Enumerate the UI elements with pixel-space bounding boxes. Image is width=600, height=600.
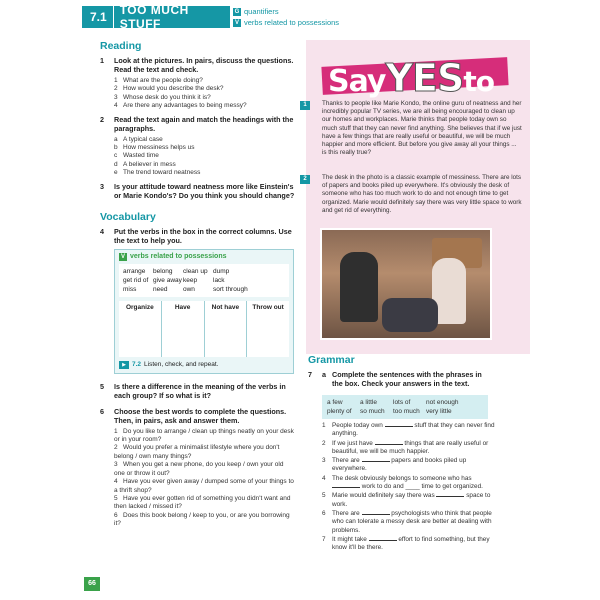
item-key: 3 — [114, 93, 118, 101]
exercise-1 — [100, 56, 296, 74]
item-text: How messiness helps us — [123, 144, 195, 152]
phrase-box — [322, 395, 488, 419]
person-man — [340, 252, 378, 322]
exercise-number: 2 — [100, 114, 104, 124]
audio-prompt[interactable] — [115, 357, 293, 373]
article-paragraph: Thanks to people like Marie Kondo, the online guru of neatness and her incredibly popular TV series, we are all being encouraged to clean up our homes and workplaces. Marie thinks that people today own so much stuff that they can never find anything. She believes that if we just have a few things that are really useful or beautiful, we will be much happier and more efficient. But before you give away all your things ... is this really true? — [322, 100, 522, 157]
item-key: 1 — [322, 422, 326, 429]
item-key: 3 — [322, 457, 326, 465]
item-text: work to do and ____ time to get organized. — [361, 483, 483, 491]
column-have[interactable]: Have — [162, 301, 205, 357]
title-to: to — [463, 65, 494, 98]
exercise-instruction: Choose the best words to complete the questions. Then, in pairs, ask and answer them. — [114, 406, 287, 425]
reading-heading: Reading — [100, 40, 142, 52]
word: dump — [213, 267, 230, 275]
vocabulary-box — [114, 249, 294, 374]
phrase: a few — [327, 399, 343, 406]
item-key: 6 — [322, 509, 326, 517]
item-text: Would you prefer a minimalist lifestyle where you don't belong / own many things? — [114, 444, 280, 460]
exercise-instruction: Read the text again and match the headings with the paragraphs. — [114, 114, 294, 133]
item-key: 6 — [114, 511, 118, 519]
word-row — [123, 285, 285, 294]
item-text: Does this book belong / keep to you, or are you borrowing it? — [114, 511, 290, 528]
exercise-number: 7 — [308, 370, 312, 379]
item-text: Do you like to arrange / clean up things neatly on your desk or in your room? — [114, 427, 294, 444]
item-key: c — [114, 152, 118, 160]
list-item — [114, 478, 296, 495]
item-text: How would you describe the desk? — [123, 85, 224, 93]
item-text: papers and books piled up everywhere. — [332, 457, 467, 473]
item-text: Wasted time — [123, 152, 159, 160]
item-text: What are the people doing? — [123, 77, 203, 84]
list-item — [322, 536, 500, 553]
unit-number: 7.1 — [82, 6, 114, 28]
goal-vocabulary — [233, 17, 339, 28]
item-text: A typical case — [123, 135, 163, 143]
vocabulary-icon: V — [234, 19, 239, 26]
vocabulary-icon: V — [120, 253, 125, 260]
word-row — [123, 276, 285, 285]
item-key: b — [114, 144, 118, 152]
list-item — [322, 422, 500, 439]
title-say: Say — [328, 64, 386, 99]
exercise-instruction: Is your attitude toward neatness more like Einstein's or Marie Kondo's? Do you think you should change? — [114, 181, 295, 200]
word: give away — [153, 276, 182, 284]
audio-icon[interactable]: ▶ — [119, 361, 129, 369]
item-text: When you get a new phone, do you keep / own your old one or throw it out? — [114, 461, 284, 477]
grammar-heading: Grammar — [308, 354, 355, 366]
goal-label: verbs related to possessions — [244, 18, 340, 27]
word-box — [119, 264, 289, 297]
item-text: Have you ever given away / dumped some of your things to a thrift shop? — [114, 478, 294, 494]
exercise-7 — [308, 370, 494, 388]
exercise-number: 4 — [100, 226, 104, 236]
item-key: 3 — [114, 461, 118, 469]
item-key: 2 — [114, 444, 118, 452]
item-text: A believer in mess — [123, 160, 176, 168]
phrase: so much — [360, 408, 385, 415]
item-text: stuff that they can never find anything. — [332, 422, 495, 438]
item-key: 1 — [114, 77, 118, 84]
goal-label: quantifiers — [244, 7, 279, 16]
exercise-instruction: Complete the sentences with the phrases in the box. Check your answers in the text. — [332, 370, 482, 388]
phrase: plenty of — [327, 408, 352, 415]
column-not-have[interactable]: Not have — [205, 301, 248, 357]
list-item — [322, 510, 500, 535]
answer-blank[interactable] — [385, 426, 413, 427]
exercise-instruction: Is there a difference in the meaning of the verbs in each group? If so what is it? — [114, 381, 286, 400]
item-key: d — [114, 160, 118, 168]
list-item — [114, 77, 296, 85]
article-photo — [320, 228, 492, 340]
list-item — [114, 428, 296, 445]
audio-instruction: Listen, check, and repeat. — [144, 361, 219, 369]
grammar-items — [322, 422, 500, 553]
list-item — [114, 444, 296, 461]
item-key: 4 — [322, 474, 326, 482]
list-item — [114, 152, 296, 160]
list-item — [322, 457, 500, 474]
item-text: If we just have — [332, 439, 373, 447]
list-item — [114, 512, 296, 529]
word: miss — [123, 285, 137, 293]
exercise-instruction: Put the verbs in the box in the correct columns. Use the text to help you. — [114, 226, 292, 245]
item-key: 4 — [114, 478, 118, 486]
item-key: 5 — [322, 492, 326, 500]
item-text: Are there any advantages to being messy? — [123, 102, 247, 110]
word: get rid of — [123, 276, 149, 284]
answer-blank[interactable] — [436, 496, 464, 497]
item-text: Have you ever gotten rid of something you didn't want and then lacked / missed it? — [114, 494, 291, 511]
answer-blank[interactable] — [369, 540, 397, 541]
item-key: 7 — [322, 535, 326, 543]
word: sort through — [213, 285, 248, 293]
phrase: not enough — [426, 399, 459, 406]
list-item — [114, 85, 296, 93]
exercise-4 — [100, 227, 296, 245]
phrase: lots of — [393, 399, 411, 406]
exercise-number: 6 — [100, 406, 104, 416]
list-item — [322, 440, 500, 457]
word: clean up — [183, 267, 208, 275]
sorting-columns — [119, 301, 289, 357]
item-key: 2 — [114, 85, 118, 93]
audio-track-number: 7.2 — [132, 361, 142, 369]
exercise-3 — [100, 182, 296, 200]
unit-title: TOO MUCH STUFF — [119, 3, 189, 31]
page-number: 66 — [84, 577, 100, 591]
column-organize[interactable]: Organize — [119, 301, 162, 357]
unit-goals — [233, 6, 339, 28]
item-text: There are — [332, 509, 360, 517]
list-item — [322, 492, 500, 509]
item-key: 2 — [322, 439, 326, 447]
article-title — [328, 56, 494, 100]
paragraph-number: 2 — [300, 175, 310, 184]
item-text: It might take — [332, 535, 367, 543]
grammar-icon: G — [234, 8, 240, 15]
column-throw-out[interactable]: Throw out — [252, 303, 284, 311]
item-key: 4 — [114, 102, 118, 110]
answer-blank[interactable] — [362, 514, 390, 515]
phrase-row — [327, 398, 483, 407]
list-item — [114, 461, 296, 478]
exercise-number: 5 — [100, 381, 104, 391]
word: need — [153, 285, 168, 293]
item-key: 5 — [114, 494, 118, 502]
list-item — [114, 136, 296, 144]
exercise-sub-letter: a — [322, 370, 326, 379]
vocabulary-box-title: verbs related to possessions — [130, 253, 227, 261]
item-text: There are — [332, 457, 360, 465]
word: keep — [183, 276, 198, 284]
bag-pile — [382, 298, 438, 332]
goal-grammar — [233, 6, 339, 17]
left-column — [100, 40, 296, 529]
word-row — [123, 267, 285, 276]
item-key: 1 — [114, 427, 118, 435]
title-yes: YES — [385, 56, 464, 100]
list-item — [114, 102, 296, 110]
answer-blank[interactable] — [332, 487, 360, 488]
vocabulary-heading: Vocabulary — [100, 210, 156, 223]
item-text: effort to find something, but they know it'll be there. — [332, 535, 490, 552]
paragraph-number: 1 — [300, 101, 310, 110]
exercise-5 — [100, 382, 296, 400]
item-key: e — [114, 169, 118, 177]
article-paragraph: The desk in the photo is a classic example of messiness. There are lots of papers and books piled up everywhere. It's obviously the desk of someone who has too much work to do and not enough time to get organized. Marie would definitely say there was very little space to work and get rid of everything. — [322, 174, 522, 214]
unit-badge — [82, 3, 230, 31]
exercise-number: 3 — [100, 181, 104, 191]
item-text: psychologists who think that people who can tolerate a messy desk are better at dealing with problems. — [332, 509, 492, 534]
exercise-2 — [100, 115, 296, 133]
phrase: too much — [393, 408, 420, 415]
word: own — [183, 285, 195, 293]
list-item — [114, 161, 296, 169]
list-item — [114, 169, 296, 177]
vocabulary-box-header — [115, 250, 293, 264]
phrase: a little — [360, 399, 377, 406]
item-text: space to work. — [332, 492, 491, 508]
list-item — [322, 475, 500, 492]
item-text: People today own — [332, 422, 383, 429]
word: arrange — [123, 267, 146, 275]
word: lack — [213, 276, 225, 284]
phrase: very little — [426, 408, 452, 415]
phrase-row — [327, 407, 483, 416]
answer-blank[interactable] — [375, 444, 403, 445]
exercise-number: 1 — [100, 56, 104, 65]
exercise-6 — [100, 407, 296, 425]
item-text: things that are really useful or beautiful, we will be much happier. — [332, 439, 489, 455]
list-item — [114, 495, 296, 512]
word: belong — [153, 267, 173, 275]
list-item — [114, 144, 296, 152]
list-item — [114, 94, 296, 102]
item-text: Whose desk do you think it is? — [123, 93, 211, 101]
item-key: a — [114, 135, 118, 143]
item-text: Marie would definitely say there was — [332, 492, 435, 500]
exercise-instruction: Look at the pictures. In pairs, discuss the questions. Read the text and check. — [114, 56, 294, 74]
answer-blank[interactable] — [362, 461, 390, 462]
item-text: The desk obviously belongs to someone who has — [332, 474, 472, 482]
item-text: The trend toward neatness — [123, 169, 201, 177]
